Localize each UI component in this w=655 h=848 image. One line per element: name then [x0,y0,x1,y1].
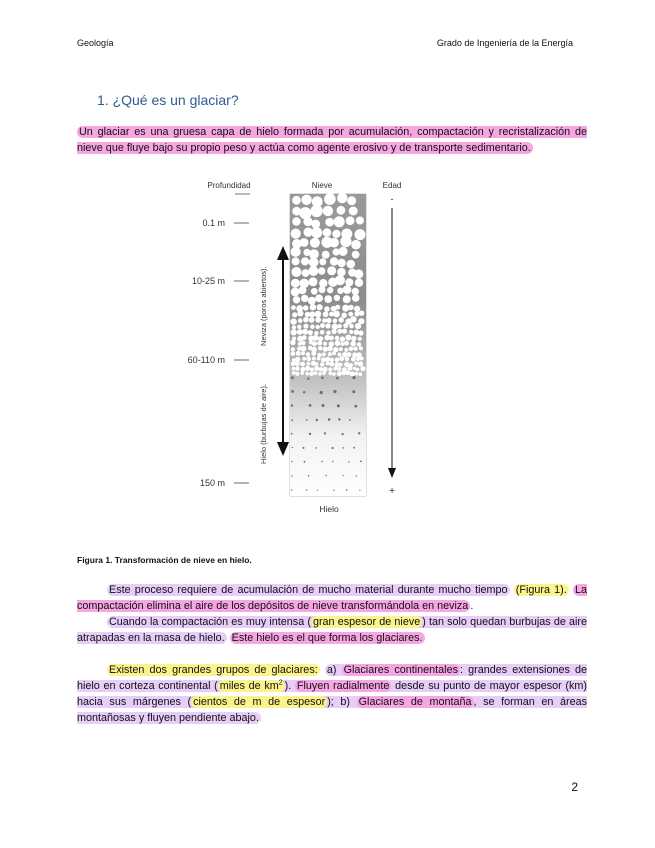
intro-paragraph [77,124,587,156]
age-top-marker: - [390,194,394,204]
p1-g: ) tan solo quedan burbujas de aire atrapadas en la masa de hielo. [77,616,587,644]
p2-c: Glaciares continentales [343,664,458,676]
neviza-label: Neviza (poros abiertos). [259,266,268,346]
p1-c: La compactación elimina el aire de los depósitos de nieve transformándola en neviza [77,584,588,612]
arrow-head-down [277,442,289,456]
header-left: Geología [77,38,114,48]
p1-a: Este proceso requiere de acumulación de mucho material durante mucho tiempo [109,584,508,596]
page-number: 2 [571,780,578,794]
p1-h: Este hielo es el que forma los glaciares. [231,632,423,644]
process-paragraph [77,582,587,646]
depth-label-4: 150 m [199,478,225,488]
section-title: 1. ¿Qué es un glaciar? [97,92,239,108]
p2-b: a) [326,664,337,676]
p2-f: 2 [278,679,283,687]
p1-d: . [470,600,474,612]
depth-label-1: 0.1 m [202,218,225,228]
age-arrow-head [388,468,396,478]
col-age-label: Edad [382,181,402,190]
ice-transformation-figure [170,178,480,518]
hielo-label: Hielo (burbujas de aire). [259,383,268,464]
depth-label-3: 60-110 m [187,355,225,365]
p2-i: desde su punto de mayor espesor (km) hacia sus márgenes ( [77,680,588,708]
figure-bottom-label: Hielo [319,504,339,514]
figure-caption: Figura 1. Transformación de nieve en hielo. [77,555,252,565]
p2-m: Glaciares de montaña [358,696,472,708]
p1-e: Cuando la compactación es muy intensa ( [109,616,311,628]
age-bottom-marker: + [389,486,395,497]
depth-label-2: 10-25 m [191,276,225,286]
col-depth-label: Profundidad [207,181,251,190]
p1-f: gran espesor de nieve [312,616,421,628]
p2-g: ). [284,680,292,692]
p2-n: , se forman en áreas montañosas y fluyen pendiente abajo. [77,696,588,724]
intro-highlight: Un glaciar es una gruesa capa de hielo formada por acumulación, compactación y recristalización de nieve que fluye bajo su propio peso y actúa como agente erosivo y de transporte sedimentario. [77,126,587,154]
p1-b: (Figura 1). [515,584,567,596]
p2-j: cientos de m de espesor [193,696,326,708]
p2-e: miles de km [219,680,279,692]
glacier-types-paragraph [77,662,587,726]
p2-l: b) [340,696,351,708]
header-right: Grado de Ingeniería de la Energía [436,38,573,48]
col-snow-label: Nieve [311,181,333,190]
p2-d: : grandes extensiones de hielo en corteza continental ( [77,664,588,692]
p2-k: ); [327,696,334,708]
p2-a: Existen dos grandes grupos de glaciares: [109,664,318,676]
arrow-head-up [277,246,289,260]
p2-h: Fluyen radialmente [296,680,390,692]
